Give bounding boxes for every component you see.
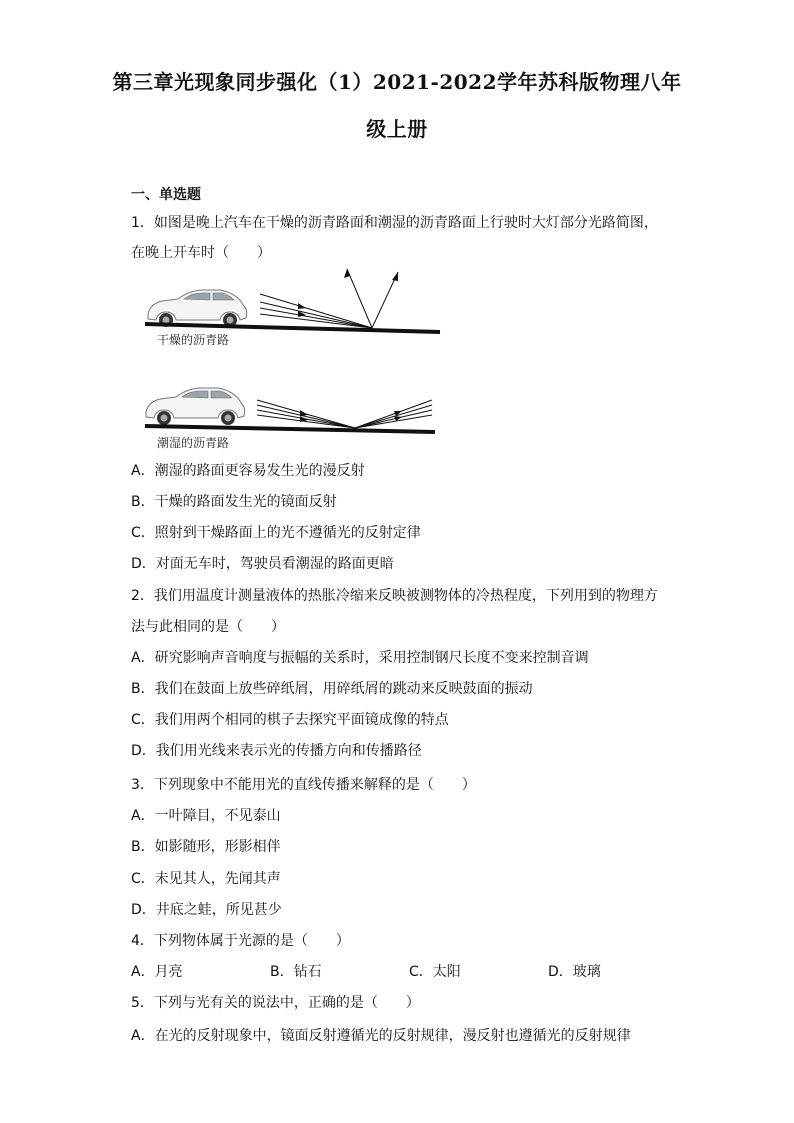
q3-option-d[interactable]: D．井底之蛙，所见甚少 bbox=[131, 902, 282, 918]
q2-stem-line1: 2．我们用温度计测量液体的热胀冷缩来反映被测物体的冷热程度，下列用到的物理方 bbox=[131, 588, 658, 604]
light-rays bbox=[257, 400, 432, 428]
q3-stem: 3．下列现象中不能用光的直线传播来解释的是（ ） bbox=[131, 777, 476, 793]
q2-option-b[interactable]: B．我们在鼓面上放些碎纸屑，用碎纸屑的跳动来反映鼓面的振动 bbox=[131, 681, 533, 697]
doc-title-line1: 第三章光现象同步强化（1）2021-2022学年苏科版物理八年 bbox=[112, 70, 682, 94]
wet-road-figure bbox=[140, 360, 450, 440]
q4-option-d[interactable]: D．玻璃 bbox=[548, 964, 601, 980]
q3-option-c[interactable]: C．未见其人，先闻其声 bbox=[131, 871, 281, 887]
q3-option-a[interactable]: A．一叶障目，不见泰山 bbox=[131, 808, 281, 824]
q5-option-a[interactable]: A．在光的反射现象中，镜面反射遵循光的反射规律，漫反射也遵循光的反射规律 bbox=[131, 1028, 631, 1044]
doc-title-line2: 级上册 bbox=[366, 117, 428, 141]
q4-option-a[interactable]: A．月亮 bbox=[131, 964, 183, 980]
q2-option-a[interactable]: A．研究影响声音响度与振幅的关系时，采用控制钢尺长度不变来控制音调 bbox=[131, 650, 589, 666]
q1-stem-line2: 在晚上开车时（ ） bbox=[131, 245, 271, 261]
q3-option-b[interactable]: B．如影随形，形影相伴 bbox=[131, 839, 281, 855]
car-icon bbox=[146, 388, 245, 425]
dry-road-caption: 干燥的沥青路 bbox=[157, 333, 230, 347]
q4-option-c[interactable]: C．太阳 bbox=[409, 964, 461, 980]
light-rays bbox=[260, 269, 398, 328]
car-icon bbox=[148, 290, 247, 327]
q4-option-b[interactable]: B．钻石 bbox=[270, 964, 322, 980]
road-surface bbox=[145, 426, 435, 432]
q2-option-c[interactable]: C．我们用两个相同的棋子去探究平面镜成像的特点 bbox=[131, 712, 449, 728]
q2-option-d[interactable]: D．我们用光线来表示光的传播方向和传播路径 bbox=[131, 743, 422, 759]
wet-road-caption: 潮湿的沥青路 bbox=[157, 436, 230, 450]
q5-stem: 5．下列与光有关的说法中，正确的是（ ） bbox=[131, 995, 420, 1011]
q2-stem-line2: 法与此相同的是（ ） bbox=[131, 619, 285, 635]
q1-stem-line1: 1．如图是晚上汽车在干燥的沥青路面和潮湿的沥青路面上行驶时大灯部分光路简图， bbox=[131, 215, 658, 231]
q1-option-b[interactable]: B．干燥的路面发生光的镜面反射 bbox=[131, 494, 337, 510]
q1-option-d[interactable]: D．对面无车时，驾驶员看潮湿的路面更暗 bbox=[131, 556, 394, 572]
q1-option-c[interactable]: C．照射到干燥路面上的光不遵循光的反射定律 bbox=[131, 525, 421, 541]
section-heading: 一、单选题 bbox=[131, 187, 201, 203]
q4-stem: 4．下列物体属于光源的是（ ） bbox=[131, 933, 350, 949]
q1-option-a[interactable]: A．潮湿的路面更容易发生光的漫反射 bbox=[131, 463, 365, 479]
